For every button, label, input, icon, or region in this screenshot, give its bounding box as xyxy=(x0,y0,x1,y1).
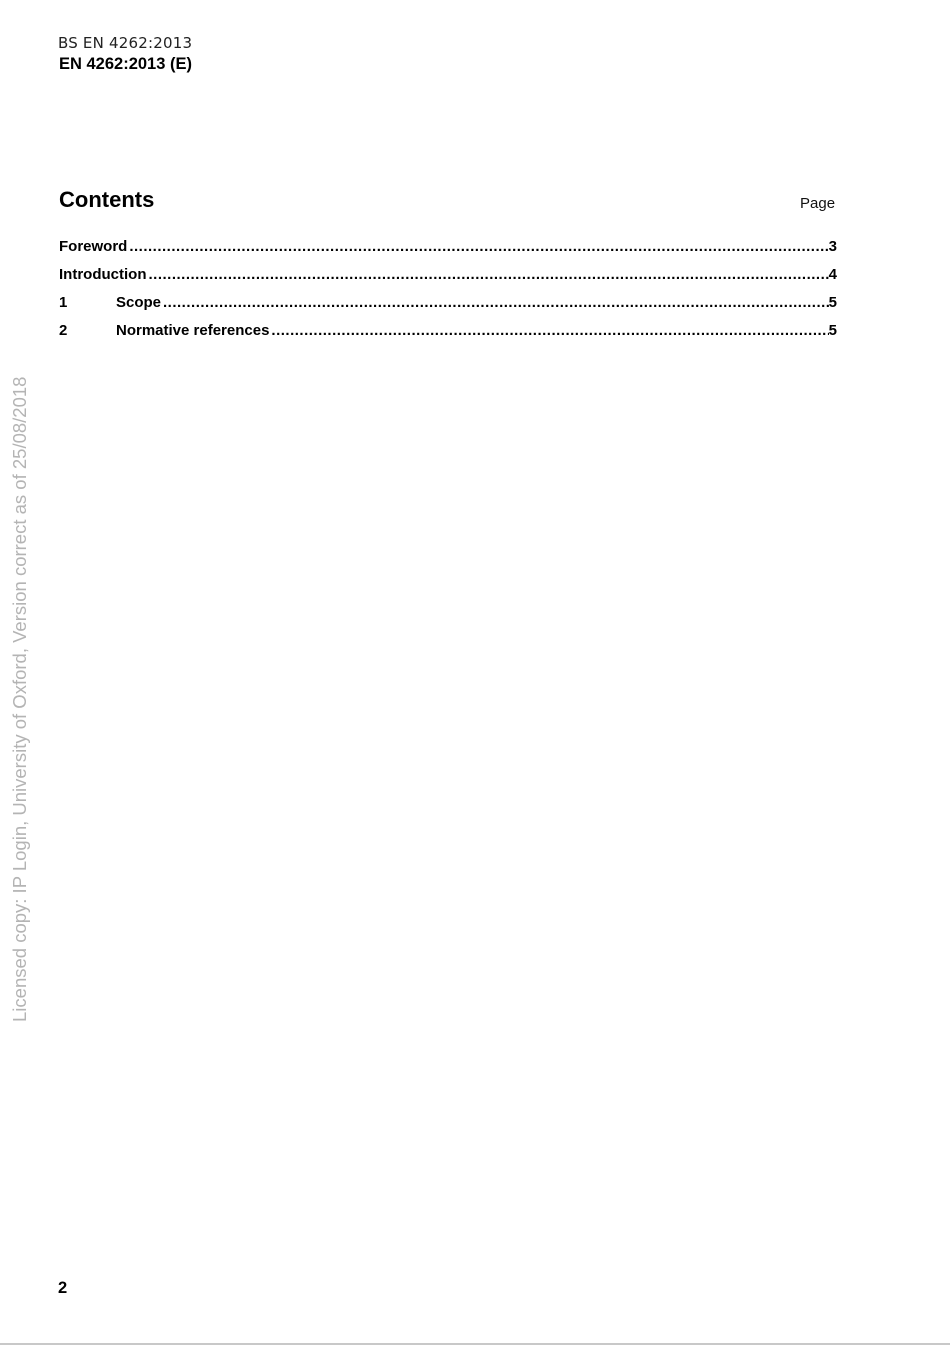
toc-entry-label: Foreword xyxy=(59,238,128,255)
standard-id: BS EN 4262:2013 xyxy=(58,34,193,52)
toc-entry-page: 4 xyxy=(828,266,837,283)
toc-leader-dots xyxy=(271,322,828,339)
toc-leader-dots xyxy=(129,238,828,255)
toc-entry-label: Scope xyxy=(116,294,162,311)
toc-entry-foreword[interactable] xyxy=(59,238,837,266)
toc-entry-label: Normative references xyxy=(116,322,270,339)
footer-page-number: 2 xyxy=(58,1279,68,1297)
toc-entry-introduction[interactable] xyxy=(59,266,837,294)
toc-entry-number: 2 xyxy=(59,322,68,339)
toc-entry-label: Introduction xyxy=(59,266,147,283)
toc-entry-page: 5 xyxy=(828,294,837,311)
toc-entry-normative-references[interactable] xyxy=(59,322,837,350)
table-of-contents xyxy=(59,238,837,350)
license-watermark: Licensed copy: IP Login, University of Oxford, Version correct as of 25/08/2018 xyxy=(9,376,30,1022)
toc-leader-dots xyxy=(163,294,829,311)
standard-id-language: EN 4262:2013 (E) xyxy=(59,55,192,73)
toc-entry-scope[interactable] xyxy=(59,294,837,322)
toc-entry-page: 5 xyxy=(828,322,837,339)
contents-title: Contents xyxy=(59,187,155,212)
toc-entry-number: 1 xyxy=(59,294,68,311)
page-column-label: Page xyxy=(800,195,836,212)
toc-entry-page: 3 xyxy=(828,238,837,255)
toc-leader-dots xyxy=(148,266,828,283)
